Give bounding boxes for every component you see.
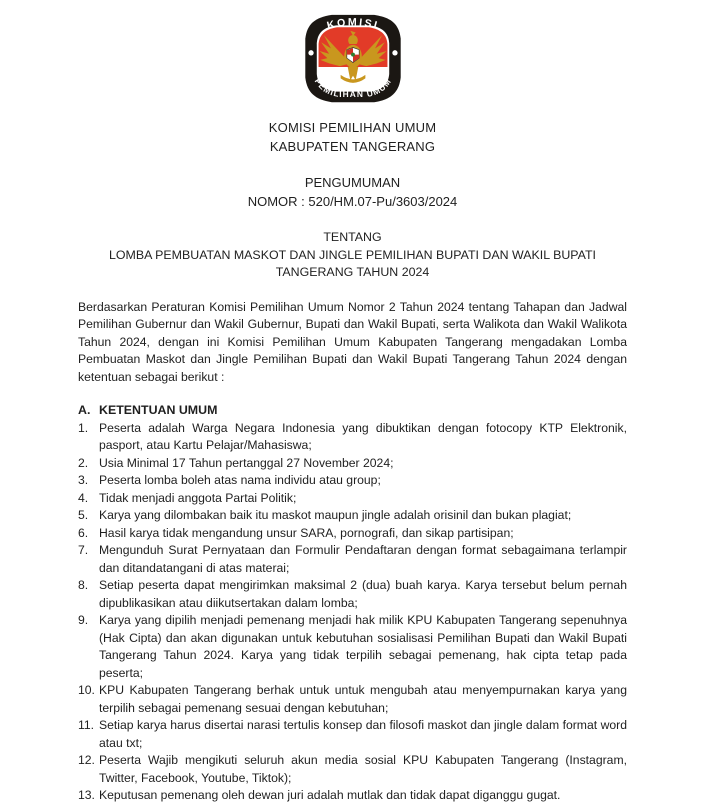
item-text: KPU Kabupaten Tangerang berhak untuk untuk mengubah atau menyempurnakan karya yang terpilih sebagai pemenang sesuai dengan kebutuhan; <box>99 683 627 715</box>
section-a-heading <box>78 402 627 420</box>
intro-paragraph: Berdasarkan Peraturan Komisi Pemilihan Umum Nomor 2 Tahun 2024 tentang Tahapan dan Jadwal Pemilihan Gubernur dan Wakil Gubernur, Bupati dan Wakil Bupati, serta Walikota dan Wakil Walikota Tahun 2024, dengan ini Komisi Pemilihan Umum Kabupaten Tangerang mengadakan Lomba Pembuatan Maskot dan Jingle Pemilihan Bupati dan Wakil Bupati Tangerang Tahun 2024 dengan ketentuan sebagai berikut : <box>78 299 627 384</box>
org-heading <box>78 118 627 156</box>
list-item <box>78 612 627 682</box>
logo-container <box>78 12 627 108</box>
section-title: KETENTUAN UMUM <box>99 403 218 417</box>
list-item <box>78 455 627 473</box>
item-text: Usia Minimal 17 Tahun pertanggal 27 November 2024; <box>99 455 394 470</box>
about-label: TENTANG <box>323 230 382 244</box>
item-number: 8. <box>78 578 89 592</box>
subject-line1: LOMBA PEMBUATAN MASKOT DAN JINGLE PEMILIHAN BUPATI DAN WAKIL BUPATI <box>109 247 596 262</box>
list-item <box>78 787 627 805</box>
doc-heading <box>78 173 627 211</box>
item-number: 3. <box>78 473 89 487</box>
item-number: 12. <box>78 753 95 767</box>
list-item <box>78 472 627 490</box>
section-a-list <box>78 420 627 805</box>
list-item <box>78 542 627 577</box>
list-item <box>78 525 627 543</box>
item-number: 7. <box>78 543 89 557</box>
item-number: 9. <box>78 613 89 627</box>
item-text: Karya yang dipilih menjadi pemenang menjadi hak milik KPU Kabupaten Tangerang sepenuhnya (Hak Cipta) dan akan digunakan untuk kebutuhan sosialisasi Pemilihan Bupati dan Wakil Bupati Tangerang Tahun 2024. Karya yang tidak terpilih sebagai pemenang, hak cipta tetap pada peserta; <box>99 613 627 680</box>
item-text: Mengunduh Surat Pernyataan dan Formulir Pendaftaran dengan format sebagaimana terlampir dan ditandatangani di atas materai; <box>99 543 627 575</box>
item-number: 2. <box>78 455 89 470</box>
list-item <box>78 420 627 455</box>
list-item <box>78 507 627 525</box>
item-text: Karya yang dilombakan baik itu maskot maupun jingle adalah orisinil dan bukan plagiat; <box>99 508 572 522</box>
logo-top-text: KOMISI <box>325 16 380 33</box>
subject-heading <box>78 229 627 282</box>
item-number: 5. <box>78 508 89 522</box>
kpu-logo-icon <box>300 12 406 106</box>
item-number: 10. <box>78 683 95 697</box>
item-text: Setiap karya harus disertai narasi tertulis konsep dan filosofi maskot dan jingle dalam format word atau txt; <box>99 718 627 750</box>
left-dot <box>308 50 313 55</box>
list-item <box>78 717 627 752</box>
doc-type: PENGUMUMAN <box>304 175 401 190</box>
logo-bottom-text: PEMILIHAN UMUM <box>312 76 393 99</box>
list-item <box>78 490 627 508</box>
right-dot <box>392 50 397 55</box>
item-text: Tidak menjadi anggota Partai Politik; <box>99 490 297 505</box>
list-item <box>78 577 627 612</box>
list-item <box>78 752 627 787</box>
item-text: Hasil karya tidak mengandung unsur SARA, pornografi, dan sikap partisipan; <box>99 525 514 540</box>
item-text: Setiap peserta dapat mengirimkan maksimal 2 (dua) buah karya. Karya tersebut belum pernah dipublikasikan atau diikutsertakan dalam lomba; <box>99 578 627 610</box>
item-number: 1. <box>78 420 89 435</box>
item-number: 6. <box>78 525 89 540</box>
item-number: 4. <box>78 490 89 505</box>
section-label: A. <box>78 403 91 417</box>
item-text: Peserta lomba boleh atas nama individu atau group; <box>99 473 381 487</box>
item-text: Peserta adalah Warga Negara Indonesia yang dibuktikan dengan fotocopy KTP Elektronik, pasport, atau Kartu Pelajar/Mahasiswa; <box>99 420 627 452</box>
item-number: 11. <box>78 718 95 732</box>
item-number: 13. <box>78 788 95 802</box>
subject-line2: TANGERANG TAHUN 2024 <box>275 265 430 279</box>
list-item <box>78 682 627 717</box>
org-name-line1: KOMISI PEMILIHAN UMUM <box>268 120 437 135</box>
doc-number: NOMOR : 520/HM.07-Pu/3603/2024 <box>247 194 458 209</box>
item-text: Peserta Wajib mengikuti seluruh akun media sosial KPU Kabupaten Tangerang (Instagram, Twitter, Facebook, Youtube, Tiktok); <box>99 753 627 785</box>
org-name-line2: KABUPATEN TANGERANG <box>269 139 436 154</box>
item-text: Keputusan pemenang oleh dewan juri adalah mutlak dan tidak dapat diganggu gugat. <box>99 788 561 802</box>
